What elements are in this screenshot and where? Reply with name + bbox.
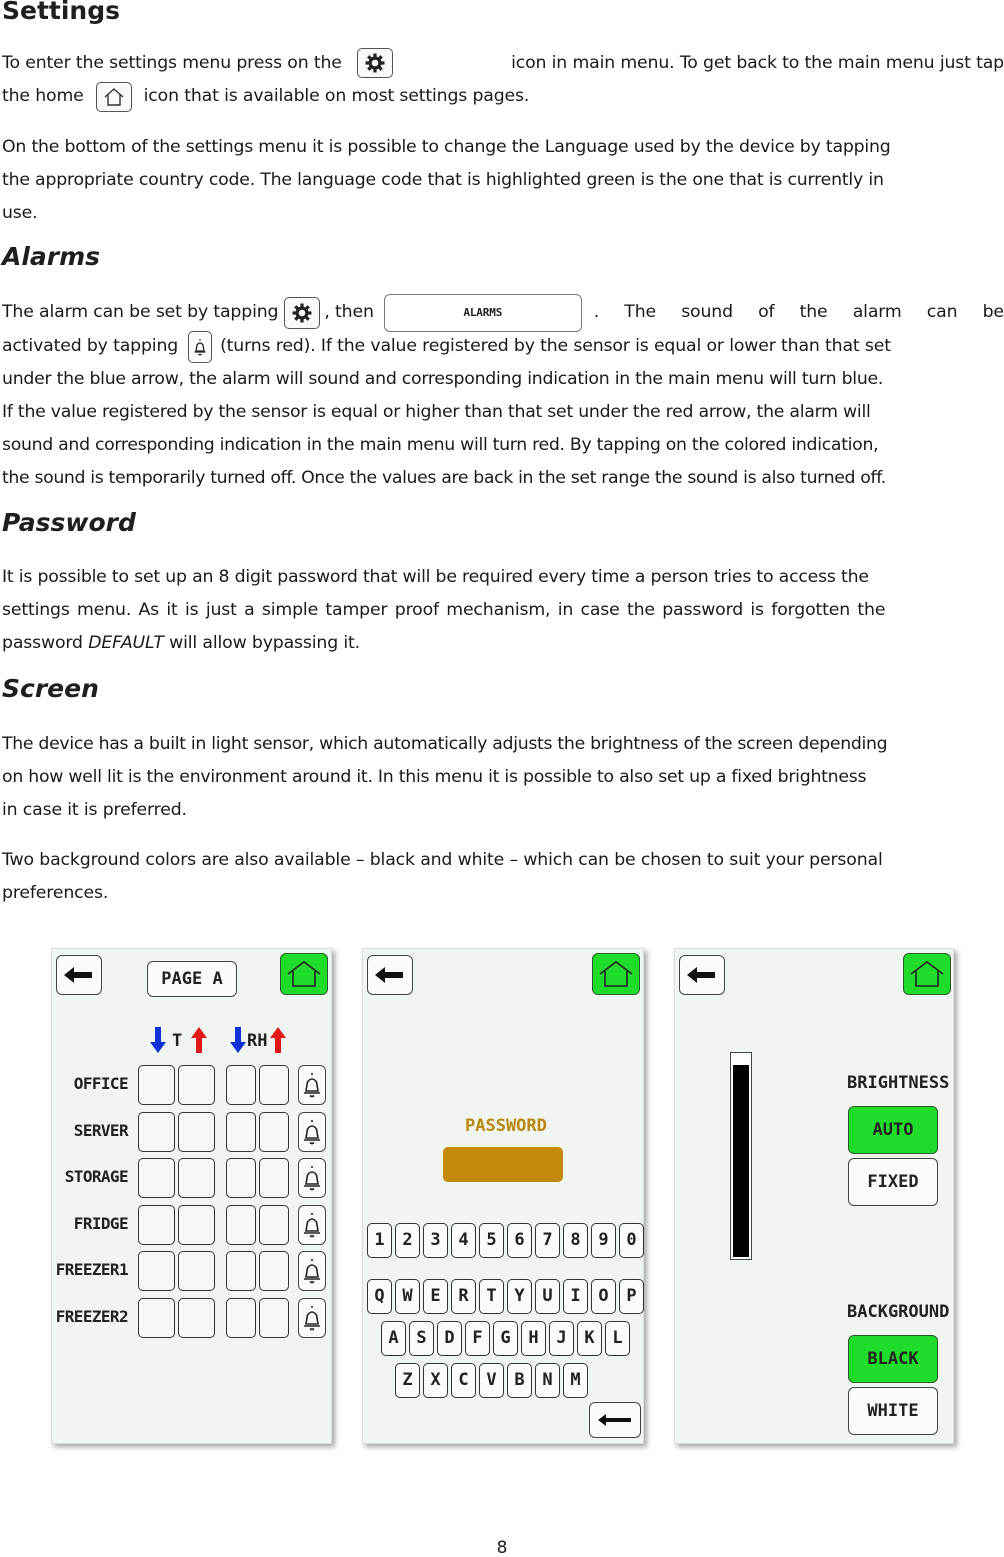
key-g[interactable]: G	[493, 1321, 518, 1356]
blue-arrow-down-icon	[150, 1027, 166, 1053]
word: the	[799, 302, 828, 322]
home-button[interactable]	[592, 953, 640, 995]
rh-label: RH	[247, 1031, 268, 1051]
t-low-field[interactable]	[138, 1298, 175, 1338]
rh-low-field[interactable]	[226, 1065, 256, 1105]
t-high-field[interactable]	[178, 1251, 215, 1291]
text: password	[2, 633, 83, 653]
t-high-field[interactable]	[178, 1158, 215, 1198]
alarms-button-image: ALARMS	[384, 294, 582, 332]
alarm-bell-toggle[interactable]	[298, 1205, 326, 1245]
settings-heading: Settings	[2, 0, 121, 25]
key-l[interactable]: L	[605, 1321, 630, 1356]
text: It is possible to set up an 8 digit password that will be required every time a person tries to access the	[2, 567, 869, 587]
key-y[interactable]: Y	[507, 1279, 532, 1314]
bell-icon	[299, 1163, 325, 1197]
default-password-text: DEFAULT	[88, 633, 164, 653]
screen-settings-panel	[674, 948, 954, 1444]
alarm-bell-toggle[interactable]	[298, 1251, 326, 1291]
key-c[interactable]: C	[451, 1363, 476, 1398]
screen-heading: Screen	[2, 674, 99, 703]
sensor-name-label: FRIDGE	[73, 1213, 128, 1233]
word: alarm	[852, 302, 902, 322]
key-3[interactable]: 3	[423, 1223, 448, 1258]
bell-icon	[299, 1117, 325, 1151]
black-background-button[interactable]: BLACK	[848, 1335, 938, 1383]
sensor-name-label: SERVER	[73, 1120, 128, 1140]
key-b[interactable]: B	[507, 1363, 532, 1398]
word: of	[758, 302, 775, 322]
rh-high-field[interactable]	[259, 1298, 289, 1338]
gear-icon	[357, 48, 393, 78]
text: preferences.	[2, 883, 109, 903]
text: on how well lit is the environment around it. In this menu it is possible to also set up a fixed brightness	[2, 767, 867, 787]
auto-brightness-button[interactable]: AUTO	[848, 1106, 938, 1154]
rh-high-field[interactable]	[259, 1065, 289, 1105]
key-7[interactable]: 7	[535, 1223, 560, 1258]
key-5[interactable]: 5	[479, 1223, 504, 1258]
text: sound and corresponding indication in the main menu will turn red. By tapping on the colored indication,	[2, 435, 879, 455]
key-v[interactable]: V	[479, 1363, 504, 1398]
password-label: PASSWORD	[465, 1116, 547, 1136]
password-input[interactable]	[443, 1147, 563, 1182]
settings-paragraph-2	[2, 131, 1004, 230]
text: , then	[324, 302, 374, 322]
key-n[interactable]: N	[535, 1363, 560, 1398]
alarm-bell-toggle[interactable]	[298, 1065, 326, 1105]
sensor-name-label: FREEZER1	[55, 1260, 128, 1279]
key-t[interactable]: T	[479, 1279, 504, 1314]
arrow-left-icon	[373, 965, 407, 985]
blue-arrow-down-icon	[230, 1027, 246, 1053]
bell-icon	[299, 1210, 325, 1244]
bell-icon	[299, 1070, 325, 1104]
key-w[interactable]: W	[395, 1279, 420, 1314]
brightness-label: BRIGHTNESS	[847, 1073, 950, 1093]
t-low-field[interactable]	[138, 1251, 175, 1291]
key-m[interactable]: M	[563, 1363, 588, 1398]
t-label: T	[172, 1031, 183, 1051]
password-screen-panel	[362, 948, 644, 1444]
key-d[interactable]: D	[437, 1321, 462, 1356]
text: will allow bypassing it.	[169, 633, 360, 653]
word: sound	[681, 302, 733, 322]
rh-low-field[interactable]	[226, 1251, 256, 1291]
t-low-field[interactable]	[138, 1065, 175, 1105]
text: use.	[2, 203, 38, 223]
alarms-heading: Alarms	[2, 242, 101, 271]
home-icon	[597, 959, 635, 989]
t-high-field[interactable]	[178, 1065, 215, 1105]
text: (turns red). If the value registered by the sensor is equal or lower than that set	[220, 336, 891, 356]
white-background-button[interactable]: WHITE	[848, 1387, 938, 1435]
text: The alarm can be set by tapping	[2, 302, 279, 322]
key-j[interactable]: J	[549, 1321, 574, 1356]
page-number: 8	[496, 1538, 508, 1557]
text: the sound is temporarily turned off. Once the values are back in the set range the sound is also turned off.	[2, 468, 886, 488]
t-low-field[interactable]	[138, 1112, 175, 1152]
alarm-bell-toggle[interactable]	[298, 1158, 326, 1198]
key-q[interactable]: Q	[367, 1279, 392, 1314]
key-a[interactable]: A	[381, 1321, 406, 1356]
text: in case it is preferred.	[2, 800, 187, 820]
background-label: BACKGROUND	[847, 1302, 950, 1322]
key-x[interactable]: X	[423, 1363, 448, 1398]
rh-low-field[interactable]	[226, 1205, 256, 1245]
key-r[interactable]: R	[451, 1279, 476, 1314]
t-low-field[interactable]	[138, 1205, 175, 1245]
sensor-name-label: OFFICE	[73, 1074, 128, 1093]
home-icon	[908, 959, 946, 989]
home-button[interactable]	[903, 953, 951, 995]
password-heading: Password	[2, 508, 136, 537]
text: icon in main menu. To get back to the main menu just tap	[511, 53, 1004, 73]
alarms-screen-panel	[51, 948, 332, 1444]
bell-icon	[299, 1256, 325, 1290]
rh-low-field[interactable]	[226, 1158, 256, 1198]
alarm-bell-toggle[interactable]	[298, 1112, 326, 1152]
key-u[interactable]: U	[535, 1279, 560, 1314]
home-icon	[96, 82, 132, 112]
key-o[interactable]: O	[591, 1279, 616, 1314]
key-p[interactable]: P	[619, 1279, 644, 1314]
home-button[interactable]	[280, 953, 328, 995]
key-f[interactable]: F	[465, 1321, 490, 1356]
brightness-slider-fill	[733, 1065, 749, 1257]
word: can	[926, 302, 958, 322]
rh-high-field[interactable]	[259, 1205, 289, 1245]
key-1[interactable]: 1	[367, 1223, 392, 1258]
gear-icon	[284, 297, 320, 329]
text: under the blue arrow, the alarm will sound and corresponding indication in the main menu will turn blue.	[2, 369, 884, 389]
key-s[interactable]: S	[409, 1321, 434, 1356]
key-h[interactable]: H	[521, 1321, 546, 1356]
screen-paragraph-2	[2, 844, 1004, 910]
arrow-left-icon	[685, 965, 719, 985]
key-2[interactable]: 2	[395, 1223, 420, 1258]
arrow-left-icon	[62, 965, 96, 985]
red-arrow-up-icon	[191, 1027, 207, 1053]
key-e[interactable]: E	[423, 1279, 448, 1314]
key-8[interactable]: 8	[563, 1223, 588, 1258]
backspace-arrow-icon	[597, 1413, 633, 1427]
back-button[interactable]	[679, 955, 725, 995]
rh-high-field[interactable]	[259, 1158, 289, 1198]
t-low-field[interactable]	[138, 1158, 175, 1198]
word: The	[624, 302, 656, 322]
text: Two background colors are also available – black and white – which can be chosen to suit your personal	[2, 850, 883, 870]
text: settings menu. As it is just a simple tamper proof mechanism, in case the password is forgotten the	[2, 600, 886, 620]
t-high-field[interactable]	[178, 1205, 215, 1245]
sensor-name-label: FREEZER2	[55, 1306, 128, 1326]
rh-low-field[interactable]	[226, 1112, 256, 1152]
key-9[interactable]: 9	[591, 1223, 616, 1258]
text: The device has a built in light sensor, which automatically adjusts the brightness of the screen depending	[2, 734, 888, 754]
text: the appropriate country code. The language code that is highlighted green is the one that is currently in	[2, 170, 884, 190]
key-k[interactable]: K	[577, 1321, 602, 1356]
brightness-slider[interactable]	[730, 1052, 752, 1260]
password-paragraph	[2, 561, 1004, 660]
t-high-field[interactable]	[178, 1298, 215, 1338]
text: the home	[2, 86, 84, 106]
backspace-button[interactable]	[589, 1402, 641, 1438]
key-z[interactable]: Z	[395, 1363, 420, 1398]
sensor-name-label: STORAGE	[64, 1167, 128, 1186]
key-0[interactable]: 0	[619, 1223, 644, 1258]
text: icon that is available on most settings pages.	[143, 86, 530, 106]
page-button[interactable]: PAGE A	[147, 961, 237, 997]
text: If the value registered by the sensor is equal or higher than that set under the red arrow, the alarm will	[2, 402, 871, 422]
key-4[interactable]: 4	[451, 1223, 476, 1258]
text: To enter the settings menu press on the	[2, 53, 342, 73]
rh-high-field[interactable]	[259, 1251, 289, 1291]
bell-icon	[188, 331, 212, 363]
back-button[interactable]	[367, 955, 413, 995]
fixed-brightness-button[interactable]: FIXED	[848, 1158, 938, 1206]
key-i[interactable]: I	[563, 1279, 588, 1314]
text: On the bottom of the settings menu it is possible to change the Language used by the device by tapping	[2, 137, 891, 157]
screen-paragraph-1	[2, 728, 1004, 827]
back-button[interactable]	[56, 955, 102, 995]
rh-high-field[interactable]	[259, 1112, 289, 1152]
red-arrow-up-icon	[270, 1027, 286, 1053]
word: be	[982, 302, 1004, 322]
alarm-bell-toggle[interactable]	[298, 1298, 326, 1338]
key-6[interactable]: 6	[507, 1223, 532, 1258]
settings-paragraph-1	[2, 47, 1004, 113]
text: .	[593, 302, 600, 322]
text: activated by tapping	[2, 336, 179, 356]
bell-icon	[299, 1303, 325, 1337]
home-icon	[285, 959, 323, 989]
rh-low-field[interactable]	[226, 1298, 256, 1338]
alarms-paragraph	[2, 295, 1004, 495]
t-high-field[interactable]	[178, 1112, 215, 1152]
